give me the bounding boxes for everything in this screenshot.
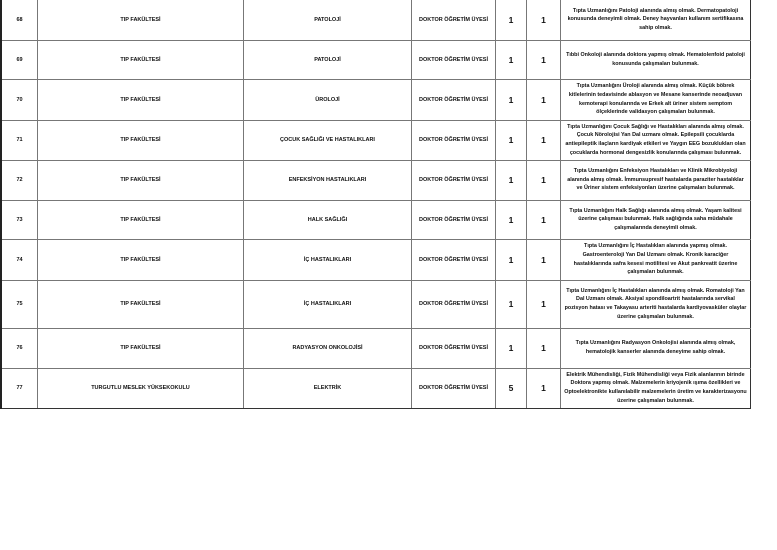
unit-name: TIP FAKÜLTESİ [38, 328, 244, 368]
degree-value: 1 [527, 368, 561, 408]
academic-title: DOKTOR ÖĞRETİM ÜYESİ [412, 79, 496, 120]
department-name: RADYASYON ONKOLOJİSİ [244, 328, 412, 368]
unit-name: TIP FAKÜLTESİ [38, 280, 244, 328]
row-number: 70 [1, 79, 38, 120]
degree-value: 1 [527, 328, 561, 368]
requirements-text: Tıpta Uzmanlığını Halk Sağlığı alanında almış olmak. Yaşam kalitesi üzerine çalışması bulunmak. Halk sağlığında saha müdahale çalışmalarında deneyimli olmak. [561, 200, 751, 239]
department-name: HALK SAĞLIĞI [244, 200, 412, 239]
position-count: 1 [496, 328, 527, 368]
requirements-text: Elektrik Mühendisliği, Fizik Mühendisliği veya Fizik alanlarının birinde Doktora yapmış olmak. Malzemelerin kriyojenik ışıma özellikleri ve Optoelektronikte kullanılabilir malzemelerin üretim ve karakterizasyonu üzerine çalışmaları bulunmak. [561, 368, 751, 408]
academic-title: DOKTOR ÖĞRETİM ÜYESİ [412, 328, 496, 368]
row-number: 75 [1, 280, 38, 328]
degree-value: 1 [527, 280, 561, 328]
row-number: 77 [1, 368, 38, 408]
academic-title: DOKTOR ÖĞRETİM ÜYESİ [412, 280, 496, 328]
requirements-text: Tıpta Uzmanlığını Enfeksiyon Hastalıkları ve Klinik Mikrobiyoloji alanında almış olmak. İmmunsupresif hastalarda paraziter hastalıklar ve Üriner sistem enfeksiyonları üzerine çalışmaları bulunmak. [561, 160, 751, 200]
academic-title: DOKTOR ÖĞRETİM ÜYESİ [412, 120, 496, 160]
row-number: 73 [1, 200, 38, 239]
table-row [1, 368, 751, 408]
department-name: İÇ HASTALIKLARI [244, 280, 412, 328]
position-count: 1 [496, 79, 527, 120]
position-count: 1 [496, 0, 527, 40]
unit-name: TIP FAKÜLTESİ [38, 200, 244, 239]
position-count: 5 [496, 368, 527, 408]
degree-value: 1 [527, 160, 561, 200]
requirements-text: Tıbbi Onkoloji alanında doktora yapmış olmak. Hematolenfoid patoloji konusunda çalışmaları bulunmak. [561, 40, 751, 79]
degree-value: 1 [527, 239, 561, 280]
unit-name: TIP FAKÜLTESİ [38, 40, 244, 79]
table-row [1, 328, 751, 368]
department-name: PATOLOJİ [244, 40, 412, 79]
table-row [1, 160, 751, 200]
degree-value: 1 [527, 79, 561, 120]
requirements-text: Tıpta Uzmanlığını Üroloji alanında almış olmak. Küçük böbrek kitlelerinin tedavisinde ablasyon ve Mesane kanserinde neoadjuvan kemoterapi konularında ve Erkek alt üriner sistem semptom ölçeklerinde validasyon çalışmaları bulunmak. [561, 79, 751, 120]
department-name: ENFEKSİYON HASTALIKLARI [244, 160, 412, 200]
academic-title: DOKTOR ÖĞRETİM ÜYESİ [412, 239, 496, 280]
row-number: 69 [1, 40, 38, 79]
academic-title: DOKTOR ÖĞRETİM ÜYESİ [412, 40, 496, 79]
department-name: PATOLOJİ [244, 0, 412, 40]
row-number: 74 [1, 239, 38, 280]
degree-value: 1 [527, 120, 561, 160]
position-count: 1 [496, 280, 527, 328]
row-number: 76 [1, 328, 38, 368]
degree-value: 1 [527, 40, 561, 79]
table-row [1, 239, 751, 280]
table-row [1, 280, 751, 328]
unit-name: TIP FAKÜLTESİ [38, 79, 244, 120]
row-number: 72 [1, 160, 38, 200]
department-name: İÇ HASTALIKLARI [244, 239, 412, 280]
position-count: 1 [496, 239, 527, 280]
degree-value: 1 [527, 200, 561, 239]
degree-value: 1 [527, 0, 561, 40]
table-row [1, 0, 751, 40]
requirements-text: Tıpta Uzmanlığını İç Hastalıkları alanında almış olmak. Romatoloji Yan Dal Uzmanı olmak. Aksiyal spondiloartrit hastalarında servikal pozisyon hatası ve Takayasu arteriti hastalarda kardiyovasküler olaylar üzerine çalışmaları bulunmak. [561, 280, 751, 328]
table-row [1, 120, 751, 160]
requirements-text: Tıpta Uzmanlığını Çocuk Sağlığı ve Hastalıkları alanında almış olmak. Çocuk Nörolojisi Yan Dal uzmanı olmak. Epilepsili çocuklarda antiepileptik ilaçların kardiyak etkileri ve Yaygın EEG bozuklukları olan çocuklarda hormonal dengesizlik konularında çalışması bulunmak. [561, 120, 751, 160]
row-number: 68 [1, 0, 38, 40]
position-count: 1 [496, 120, 527, 160]
unit-name: TURGUTLU MESLEK YÜKSEKOKULU [38, 368, 244, 408]
academic-title: DOKTOR ÖĞRETİM ÜYESİ [412, 0, 496, 40]
position-count: 1 [496, 160, 527, 200]
requirements-text: Tıpta Uzmanlığını İç Hastalıkları alanında yapmış olmak. Gastroenteroloji Yan Dal Uzmanı olmak. Kronik karaciğer hastalıklarında safra kesesi motilitesi ve Akut pankreatit üzerine çalışmaları bulunmak. [561, 239, 751, 280]
position-count: 1 [496, 200, 527, 239]
unit-name: TIP FAKÜLTESİ [38, 0, 244, 40]
table-row [1, 79, 751, 120]
academic-title: DOKTOR ÖĞRETİM ÜYESİ [412, 200, 496, 239]
table-row [1, 200, 751, 239]
requirements-text: Tıpta Uzmanlığını Patoloji alanında almış olmak. Dermatopatoloji konusunda deneyimli olmak. Deney hayvanları kullanım sertifikasına sahip olmak. [561, 0, 751, 40]
unit-name: TIP FAKÜLTESİ [38, 160, 244, 200]
table-row [1, 40, 751, 79]
department-name: ÇOCUK SAĞLIĞI VE HASTALIKLARI [244, 120, 412, 160]
academic-title: DOKTOR ÖĞRETİM ÜYESİ [412, 368, 496, 408]
academic-title: DOKTOR ÖĞRETİM ÜYESİ [412, 160, 496, 200]
unit-name: TIP FAKÜLTESİ [38, 239, 244, 280]
requirements-text: Tıpta Uzmanlığını Radyasyon Onkolojisi alanında almış olmak, hematolojik kanserler alanında deneyime sahip olmak. [561, 328, 751, 368]
department-name: ÜROLOJİ [244, 79, 412, 120]
unit-name: TIP FAKÜLTESİ [38, 120, 244, 160]
position-count: 1 [496, 40, 527, 79]
row-number: 71 [1, 120, 38, 160]
department-name: ELEKTRİK [244, 368, 412, 408]
